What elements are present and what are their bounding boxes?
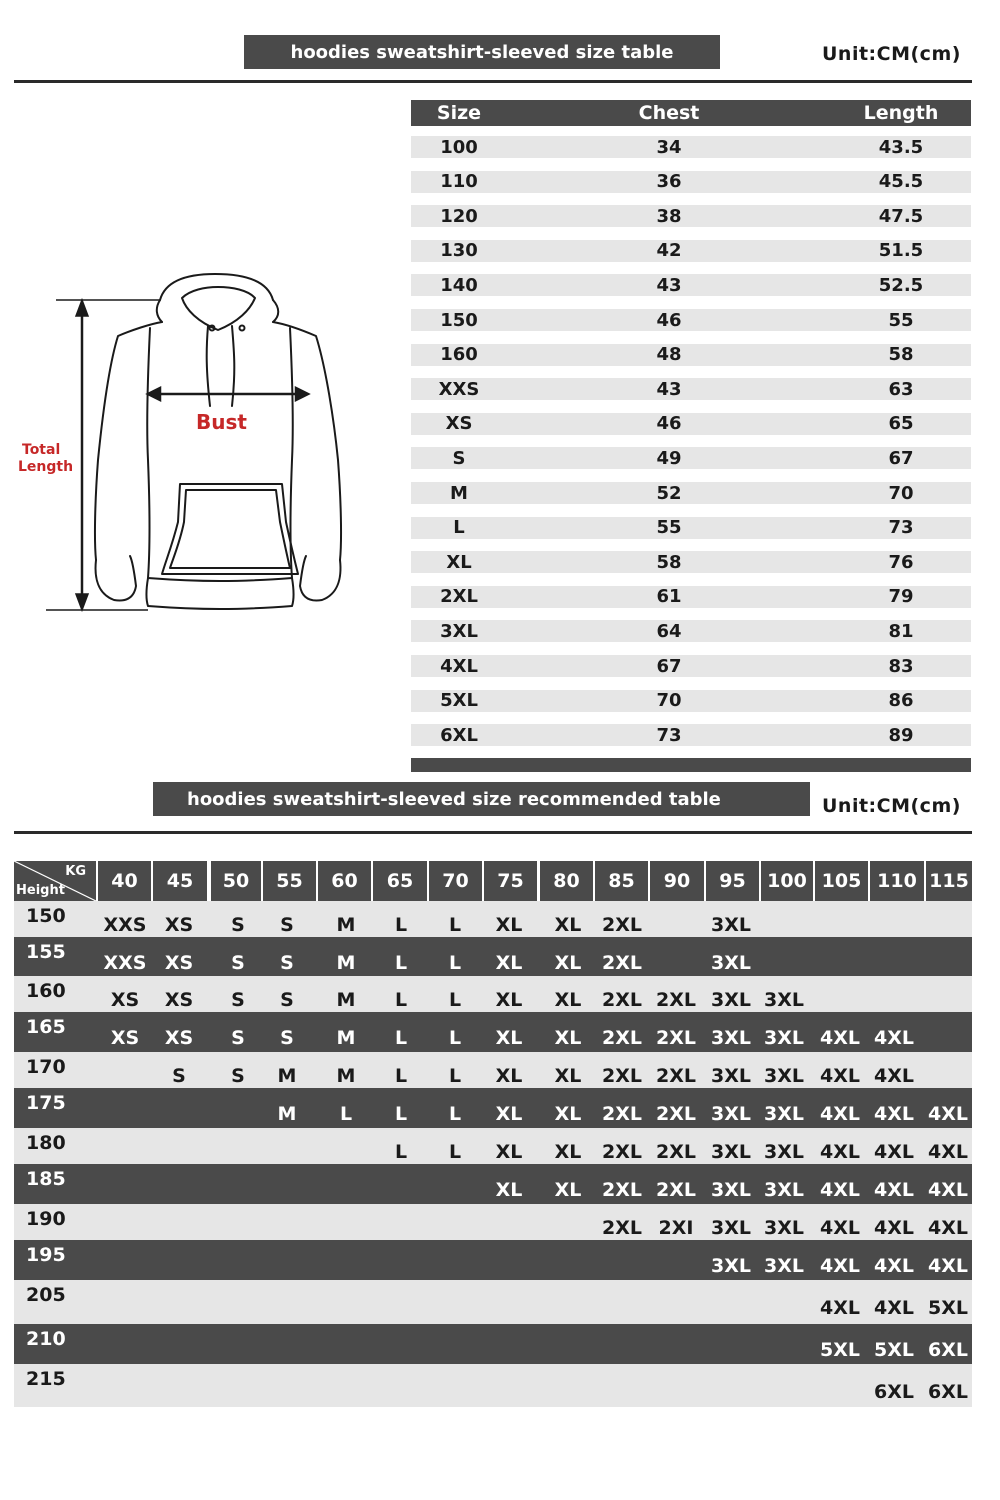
size-recommendation-cell: 4XL: [874, 1179, 914, 1201]
size-recommendation-cell: L: [448, 914, 462, 936]
height-row: [14, 1164, 972, 1204]
size-recommendation-cell: M: [277, 1103, 297, 1125]
unit-label-bottom: Unit:CM(cm): [822, 795, 961, 817]
size-table-row: [411, 586, 971, 608]
size-table-row: [411, 378, 971, 400]
size-table-row: [411, 274, 971, 296]
size-recommendation-cell: 3XL: [764, 1179, 804, 1201]
size-recommendation-cell: 4XL: [874, 1141, 914, 1163]
height-row: [14, 976, 972, 1012]
size-table-row: [411, 447, 971, 469]
divider-bottom: [14, 831, 972, 834]
size-cell: 100: [440, 136, 478, 158]
size-recommendation-cell: L: [394, 1065, 408, 1087]
size-recommendation-cell: S: [231, 989, 245, 1011]
size-recommendation-cell: L: [394, 914, 408, 936]
height-cell: 155: [26, 941, 66, 963]
size-recommendation-cell: 3XL: [764, 1217, 804, 1239]
kg-header-cell: 70: [429, 861, 482, 901]
size-recommendation-cell: M: [336, 1027, 356, 1049]
size-cell: 6XL: [440, 724, 478, 746]
length-cell: 70: [888, 482, 914, 504]
size-recommendation-cell: XL: [554, 1103, 582, 1125]
size-cell: XL: [446, 551, 472, 573]
size-cell: L: [453, 517, 465, 539]
header-length: Length: [863, 102, 939, 124]
size-recommendation-cell: 4XL: [820, 1217, 860, 1239]
chest-cell: 36: [656, 171, 682, 193]
chest-cell: 43: [656, 378, 682, 400]
size-recommendation-cell: XS: [164, 952, 194, 974]
size-recommendation-cell: S: [231, 1027, 245, 1049]
size-recommendation-cell: XL: [495, 989, 523, 1011]
size-recommendation-cell: 2XL: [602, 1027, 642, 1049]
size-table-row: [411, 724, 971, 746]
corner-kg-label: KG: [65, 864, 86, 879]
length-cell: 63: [888, 378, 914, 400]
height-row: [14, 1240, 972, 1280]
size-recommendation-cell: S: [231, 1065, 245, 1087]
total-length-label-2: Length: [18, 459, 74, 475]
chest-cell: 67: [656, 655, 682, 677]
size-recommendation-cell: L: [394, 952, 408, 974]
height-cell: 195: [26, 1244, 66, 1266]
length-cell: 83: [888, 655, 914, 677]
size-recommendation-cell: M: [336, 989, 356, 1011]
chest-cell: 61: [656, 586, 682, 608]
size-recommendation-cell: 4XL: [820, 1179, 860, 1201]
size-recommendation-cell: 4XL: [874, 1103, 914, 1125]
size-cell: XXS: [438, 378, 480, 400]
size-recommendation-cell: XL: [495, 914, 523, 936]
size-recommendation-cell: 3XL: [711, 1027, 751, 1049]
hoodie-diagram: [0, 260, 400, 640]
size-recommendation-cell: XS: [164, 1027, 194, 1049]
height-cell: 170: [26, 1056, 66, 1078]
size-recommendation-cell: XL: [495, 1141, 523, 1163]
kg-header-cell: 60: [318, 861, 371, 901]
size-recommendation-cell: S: [231, 952, 245, 974]
size-recommendation-cell: XL: [554, 914, 582, 936]
size-recommendation-cell: 2XL: [656, 989, 696, 1011]
height-row: [14, 1204, 972, 1240]
header-size: Size: [436, 102, 482, 124]
size-recommendation-cell: L: [394, 989, 408, 1011]
height-cell: 215: [26, 1368, 66, 1390]
length-cell: 65: [888, 413, 914, 435]
kg-header-cell: 75: [484, 861, 537, 901]
size-cell: 160: [440, 344, 478, 366]
size-recommendation-cell: XL: [554, 1065, 582, 1087]
size-recommendation-cell: M: [336, 1065, 356, 1087]
size-recommendation-cell: 3XL: [711, 1103, 751, 1125]
length-cell: 79: [888, 586, 914, 608]
size-recommendation-cell: 3XL: [711, 914, 751, 936]
size-table-banner: hoodies sweatshirt-sleeved size table: [244, 35, 720, 69]
height-cell: 185: [26, 1168, 66, 1190]
kg-header-cell: 105: [815, 861, 868, 901]
recommended-table-banner: hoodies sweatshirt-sleeved size recommended table: [153, 782, 810, 816]
total-length-label: Total: [22, 442, 61, 458]
chest-cell: 43: [656, 274, 682, 296]
height-cell: 190: [26, 1208, 66, 1230]
height-row: [14, 1012, 972, 1052]
size-table-row: [411, 205, 971, 227]
size-recommendation-cell: XL: [495, 952, 523, 974]
chest-cell: 38: [656, 205, 682, 227]
size-recommendation-cell: XL: [554, 989, 582, 1011]
size-recommendation-cell: 3XL: [711, 1065, 751, 1087]
kg-header-cell: 90: [650, 861, 704, 901]
kg-header-cell: 95: [706, 861, 759, 901]
size-recommendation-cell: 5XL: [874, 1339, 914, 1361]
size-recommendation-cell: 4XL: [820, 1255, 860, 1277]
size-recommendation-cell: 4XL: [874, 1297, 914, 1319]
size-cell: 4XL: [440, 655, 478, 677]
length-cell: 67: [888, 447, 914, 469]
chest-cell: 58: [656, 551, 682, 573]
size-recommendation-cell: XS: [164, 989, 194, 1011]
size-recommendation-cell: L: [339, 1103, 353, 1125]
length-cell: 76: [888, 551, 914, 573]
size-cell: 150: [440, 309, 478, 331]
size-recommendation-cell: XS: [110, 1027, 140, 1049]
size-recommendation-cell: XL: [554, 1141, 582, 1163]
size-recommendation-cell: XL: [495, 1103, 523, 1125]
size-table-row: [411, 517, 971, 539]
table-corner-cell: [14, 861, 96, 901]
chest-cell: 46: [656, 413, 682, 435]
size-recommendation-cell: 3XL: [764, 1065, 804, 1087]
height-row: [14, 1324, 972, 1364]
height-row: [14, 1052, 972, 1088]
divider-top: [14, 80, 972, 83]
size-recommendation-cell: 4XL: [820, 1027, 860, 1049]
size-recommendation-cell: 4XL: [928, 1255, 968, 1277]
size-recommendation-cell: 3XL: [711, 952, 751, 974]
header-chest: Chest: [638, 102, 700, 124]
size-cell: XS: [445, 413, 473, 435]
size-table-row: [411, 309, 971, 331]
size-recommendation-cell: XXS: [103, 914, 147, 936]
size-cell: 130: [440, 240, 478, 262]
size-table-row: [411, 620, 971, 642]
size-recommendation-cell: 4XL: [928, 1179, 968, 1201]
chest-cell: 49: [656, 447, 682, 469]
corner-height-label: Height: [16, 883, 65, 898]
height-row: [14, 1088, 972, 1128]
size-recommendation-cell: M: [336, 914, 356, 936]
size-table-row: [411, 344, 971, 366]
size-recommendation-cell: L: [448, 989, 462, 1011]
height-cell: 165: [26, 1016, 66, 1038]
size-recommendation-cell: 3XL: [711, 1179, 751, 1201]
size-recommendation-cell: XL: [495, 1179, 523, 1201]
kg-header-cell: 55: [263, 861, 316, 901]
size-recommendation-cell: 2XL: [602, 914, 642, 936]
size-recommendation-cell: 4XL: [820, 1065, 860, 1087]
size-table-footer-bar: [411, 758, 971, 772]
size-recommendation-cell: L: [448, 1141, 462, 1163]
size-cell: 120: [440, 205, 478, 227]
size-recommendation-cell: 2XL: [602, 1217, 642, 1239]
size-recommendation-cell: 5XL: [820, 1339, 860, 1361]
size-cell: S: [452, 447, 466, 469]
size-recommendation-cell: L: [394, 1141, 408, 1163]
chest-cell: 34: [656, 136, 682, 158]
chest-cell: 64: [656, 620, 682, 642]
unit-label-top: Unit:CM(cm): [822, 43, 961, 65]
length-cell: 47.5: [878, 205, 924, 227]
recommended-size-table: [14, 861, 972, 1407]
size-table-row: [411, 551, 971, 573]
kg-header-cell: 110: [870, 861, 924, 901]
size-recommendation-cell: 3XL: [711, 989, 751, 1011]
size-recommendation-cell: 4XL: [874, 1217, 914, 1239]
length-cell: 43.5: [878, 136, 924, 158]
size-recommendation-cell: 2XL: [602, 989, 642, 1011]
size-recommendation-cell: XL: [495, 1065, 523, 1087]
size-recommendation-cell: 2XL: [602, 1179, 642, 1201]
size-cell: 5XL: [440, 690, 478, 712]
size-recommendation-cell: M: [336, 952, 356, 974]
length-cell: 73: [888, 517, 914, 539]
size-recommendation-cell: 2XL: [602, 952, 642, 974]
size-recommendation-cell: 2XL: [656, 1065, 696, 1087]
size-recommendation-cell: 4XL: [874, 1027, 914, 1049]
size-recommendation-cell: 2XL: [656, 1141, 696, 1163]
chest-cell: 42: [656, 240, 682, 262]
chest-cell: 48: [656, 344, 682, 366]
size-table-row: [411, 655, 971, 677]
size-recommendation-cell: S: [280, 989, 294, 1011]
size-recommendation-cell: 3XL: [764, 989, 804, 1011]
size-recommendation-cell: L: [448, 952, 462, 974]
bust-label: Bust: [196, 410, 247, 434]
size-table-row: [411, 482, 971, 504]
length-cell: 81: [888, 620, 914, 642]
size-recommendation-cell: XXS: [103, 952, 147, 974]
size-table-row: [411, 413, 971, 435]
size-recommendation-cell: L: [448, 1027, 462, 1049]
height-row: [14, 937, 972, 976]
size-recommendation-cell: XL: [554, 952, 582, 974]
size-recommendation-cell: 3XL: [764, 1027, 804, 1049]
size-recommendation-cell: 2XL: [602, 1065, 642, 1087]
length-cell: 52.5: [878, 274, 924, 296]
height-row: [14, 1128, 972, 1164]
size-recommendation-cell: 2XL: [656, 1179, 696, 1201]
size-recommendation-cell: 4XL: [820, 1103, 860, 1125]
chest-cell: 46: [656, 309, 682, 331]
size-recommendation-cell: 4XL: [820, 1297, 860, 1319]
kg-header-cell: 40: [98, 861, 151, 901]
size-recommendation-cell: S: [280, 1027, 294, 1049]
length-cell: 55: [888, 309, 914, 331]
size-table-row: [411, 690, 971, 712]
chest-cell: 70: [656, 690, 682, 712]
size-cell: 140: [440, 274, 478, 296]
size-table-row: [411, 171, 971, 193]
height-row: [14, 1280, 972, 1324]
size-cell: 2XL: [440, 586, 478, 608]
size-recommendation-cell: 6XL: [928, 1381, 968, 1403]
size-recommendation-cell: M: [277, 1065, 297, 1087]
size-recommendation-cell: 2XL: [602, 1103, 642, 1125]
size-recommendation-cell: 2XL: [602, 1141, 642, 1163]
height-cell: 205: [26, 1284, 66, 1306]
size-table-row: [411, 136, 971, 158]
size-recommendation-cell: 3XL: [711, 1217, 751, 1239]
chest-cell: 73: [656, 724, 682, 746]
size-recommendation-cell: 2XL: [656, 1103, 696, 1125]
height-cell: 210: [26, 1328, 66, 1350]
height-cell: 180: [26, 1132, 66, 1154]
size-recommendation-cell: 4XL: [928, 1103, 968, 1125]
size-table-row: [411, 240, 971, 262]
size-recommendation-cell: XL: [554, 1179, 582, 1201]
length-cell: 89: [888, 724, 914, 746]
kg-header-cell: 100: [761, 861, 813, 901]
size-recommendation-cell: XS: [164, 914, 194, 936]
size-recommendation-cell: 4XL: [928, 1141, 968, 1163]
height-row: [14, 1364, 972, 1407]
size-recommendation-cell: 4XL: [874, 1065, 914, 1087]
size-recommendation-cell: S: [172, 1065, 186, 1087]
kg-header-cell: 65: [373, 861, 427, 901]
size-recommendation-cell: 6XL: [874, 1381, 914, 1403]
size-recommendation-cell: XS: [110, 989, 140, 1011]
length-cell: 86: [888, 690, 914, 712]
length-cell: 45.5: [878, 171, 924, 193]
size-recommendation-cell: 4XL: [928, 1217, 968, 1239]
size-recommendation-cell: L: [394, 1103, 408, 1125]
kg-header-cell: 50: [211, 861, 261, 901]
size-recommendation-cell: L: [394, 1027, 408, 1049]
kg-header-cell: 85: [595, 861, 648, 901]
size-recommendation-cell: 3XL: [711, 1141, 751, 1163]
height-cell: 175: [26, 1092, 66, 1114]
kg-header-cell: 115: [926, 861, 972, 901]
size-recommendation-cell: 5XL: [928, 1297, 968, 1319]
size-recommendation-cell: S: [280, 952, 294, 974]
size-recommendation-cell: 2XL: [656, 1027, 696, 1049]
length-cell: 58: [888, 344, 914, 366]
size-recommendation-cell: 4XL: [820, 1141, 860, 1163]
size-recommendation-cell: 4XL: [874, 1255, 914, 1277]
size-recommendation-cell: 3XL: [711, 1255, 751, 1277]
size-recommendation-cell: 3XL: [764, 1141, 804, 1163]
kg-header-cell: 45: [153, 861, 207, 901]
length-cell: 51.5: [878, 240, 924, 262]
kg-header-cell: 80: [540, 861, 593, 901]
size-recommendation-cell: 6XL: [928, 1339, 968, 1361]
size-table: [411, 100, 971, 772]
size-recommendation-cell: XL: [554, 1027, 582, 1049]
size-cell: M: [450, 482, 468, 504]
height-row: [14, 901, 972, 937]
chest-cell: 52: [656, 482, 682, 504]
size-recommendation-cell: L: [448, 1065, 462, 1087]
size-recommendation-cell: S: [231, 914, 245, 936]
height-cell: 150: [26, 905, 66, 927]
height-cell: 160: [26, 980, 66, 1002]
size-recommendation-cell: L: [448, 1103, 462, 1125]
size-recommendation-cell: S: [280, 914, 294, 936]
chest-cell: 55: [656, 517, 682, 539]
size-recommendation-cell: 2XI: [658, 1217, 694, 1239]
size-cell: 3XL: [440, 620, 478, 642]
size-cell: 110: [440, 171, 478, 193]
size-recommendation-cell: 3XL: [764, 1103, 804, 1125]
size-recommendation-cell: XL: [495, 1027, 523, 1049]
size-recommendation-cell: 3XL: [764, 1255, 804, 1277]
size-table-header: [411, 100, 971, 126]
